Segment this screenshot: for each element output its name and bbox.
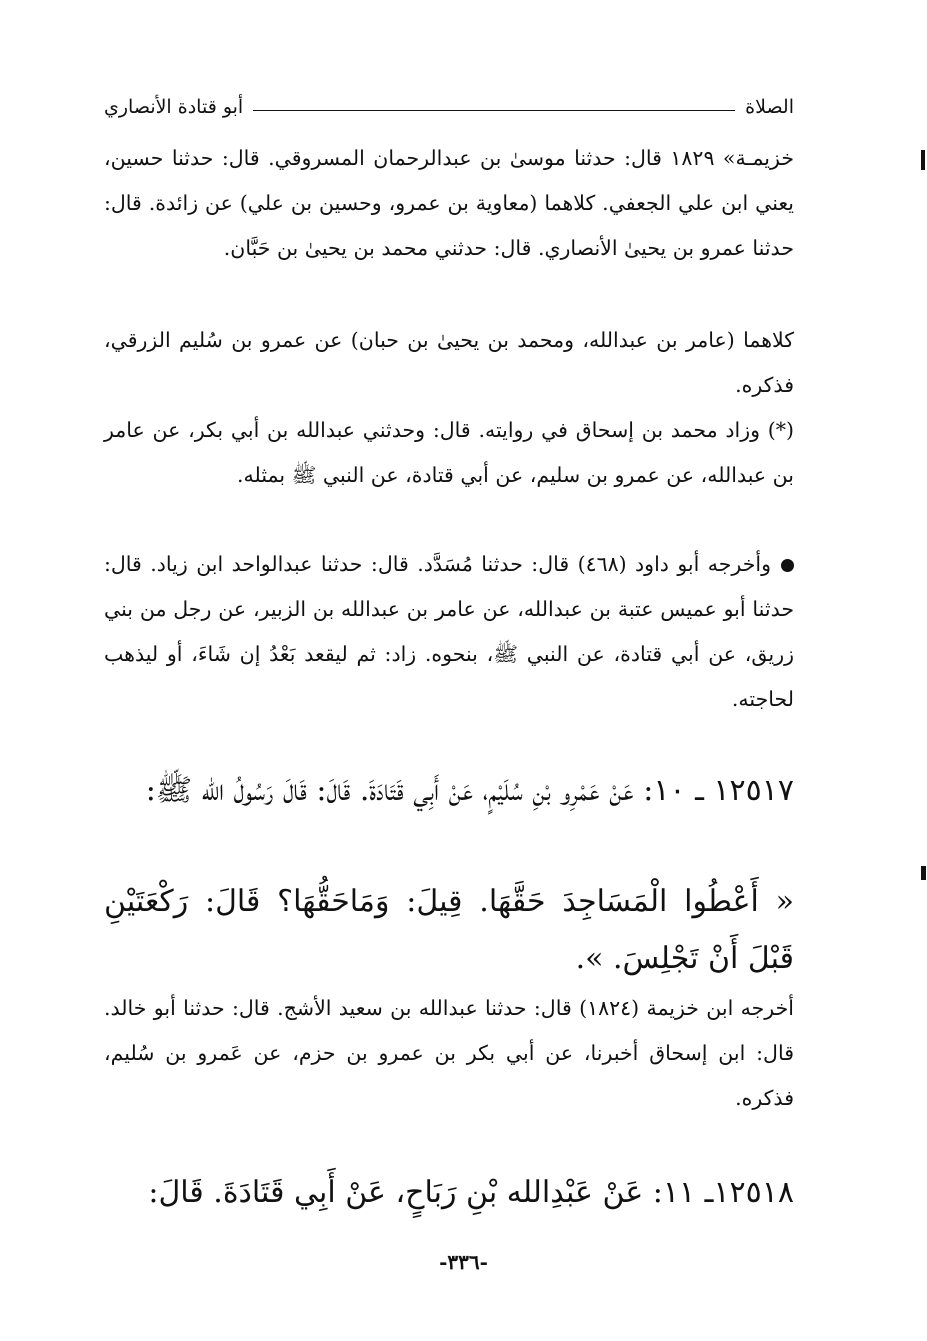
paragraph-ibn-khuzaymah-1824: أخرجه ابن خزيمة (١٨٢٤) قال: حدثنا عبدالله بن سعيد الأشج. قال: حدثنا أبو خالد. قال: ابن إسحاق أخبرنا، عن أبي بكر بن عمرو بن حزم، عن عَمرو بن سُليم، فذكره. (104, 996, 794, 1110)
paragraph-ibn-khuzaymah-chain: خزيمـة» ١٨٢٩ قال: حدثنا موسىٰ بن عبدالرحمان المسروقي. قال: حدثنا حسين، يعني ابن علي الجعفي. كلاهما (معاوية بن عمرو، وحسين بن علي) عن زائدة. قال: حدثنا عمرو بن يحيىٰ الأنصاري. قال: حدثني محمد بن يحيىٰ بن حَبَّان. (104, 146, 794, 260)
hadith-text-12517: « أَعْطُوا الْمَسَاجِدَ حَقَّهَا. قِيلَ: وَمَاحَقُّهَا؟ قَالَ: رَكْعَتَيْنِ قَبْلَ أَنْ تَجْلِسَ. ». (104, 884, 794, 976)
paragraph-ibn-ishaq-addition: (*) وزاد محمد بن إسحاق في روايته. قال: وحدثني عبدالله بن أبي بكر، عن عامر بن عبدالله، عن عمرو بن سليم، عن أبي قتادة، عن النبي ﷺ بمثله. (104, 418, 794, 487)
header-rule (253, 110, 735, 111)
paragraph-abu-dawud (104, 542, 794, 722)
bullet-icon (781, 559, 794, 572)
header-chapter: الصلاة (745, 96, 794, 118)
paragraph-both-narrators: كلاهما (عامر بن عبدالله، ومحمد بن يحيىٰ بن حبان) عن عمرو بن سُليم الزرقي، فذكره. (104, 328, 794, 397)
hadith-heading-12518: ١٢٥١٨ـ ١١: عَنْ عَبْدِالله بْنِ رَبَاحٍ، عَنْ أَبِي قَتَادَةَ. قَالَ: (148, 1175, 794, 1210)
header-section: أبو قتادة الأنصاري (104, 96, 244, 118)
page-number: -٣٣٦- (439, 1250, 488, 1274)
scan-edge-mark (921, 150, 925, 170)
hadith-heading-12517: ١٢٥١٧ ـ ١٠: عَنْ عَمْرِو بْنِ سُلَيْمٍ، عَنْ أَبِي قَتَادَةَ. قَالَ: قَالَ رَسُولُ الله ﷺ: (145, 773, 794, 808)
paragraph-abu-dawud-text: وأخرجه أبو داود (٤٦٨) قال: حدثنا مُسَدَّد. قال: حدثنا عبدالواحد ابن زياد. قال: حدثنا أبو عميس عتبة بن عبدالله، عن عامر بن عبدالله بن الزبير، عن رجل من بني زريق، عن أبي قتادة، عن النبي ﷺ، بنحوه. زاد: ثم ليقعد بَعْدُ إن شَاءَ، أو ليذهب لحاجته. (104, 552, 794, 711)
running-header (104, 92, 794, 122)
scan-edge-mark (921, 866, 926, 880)
